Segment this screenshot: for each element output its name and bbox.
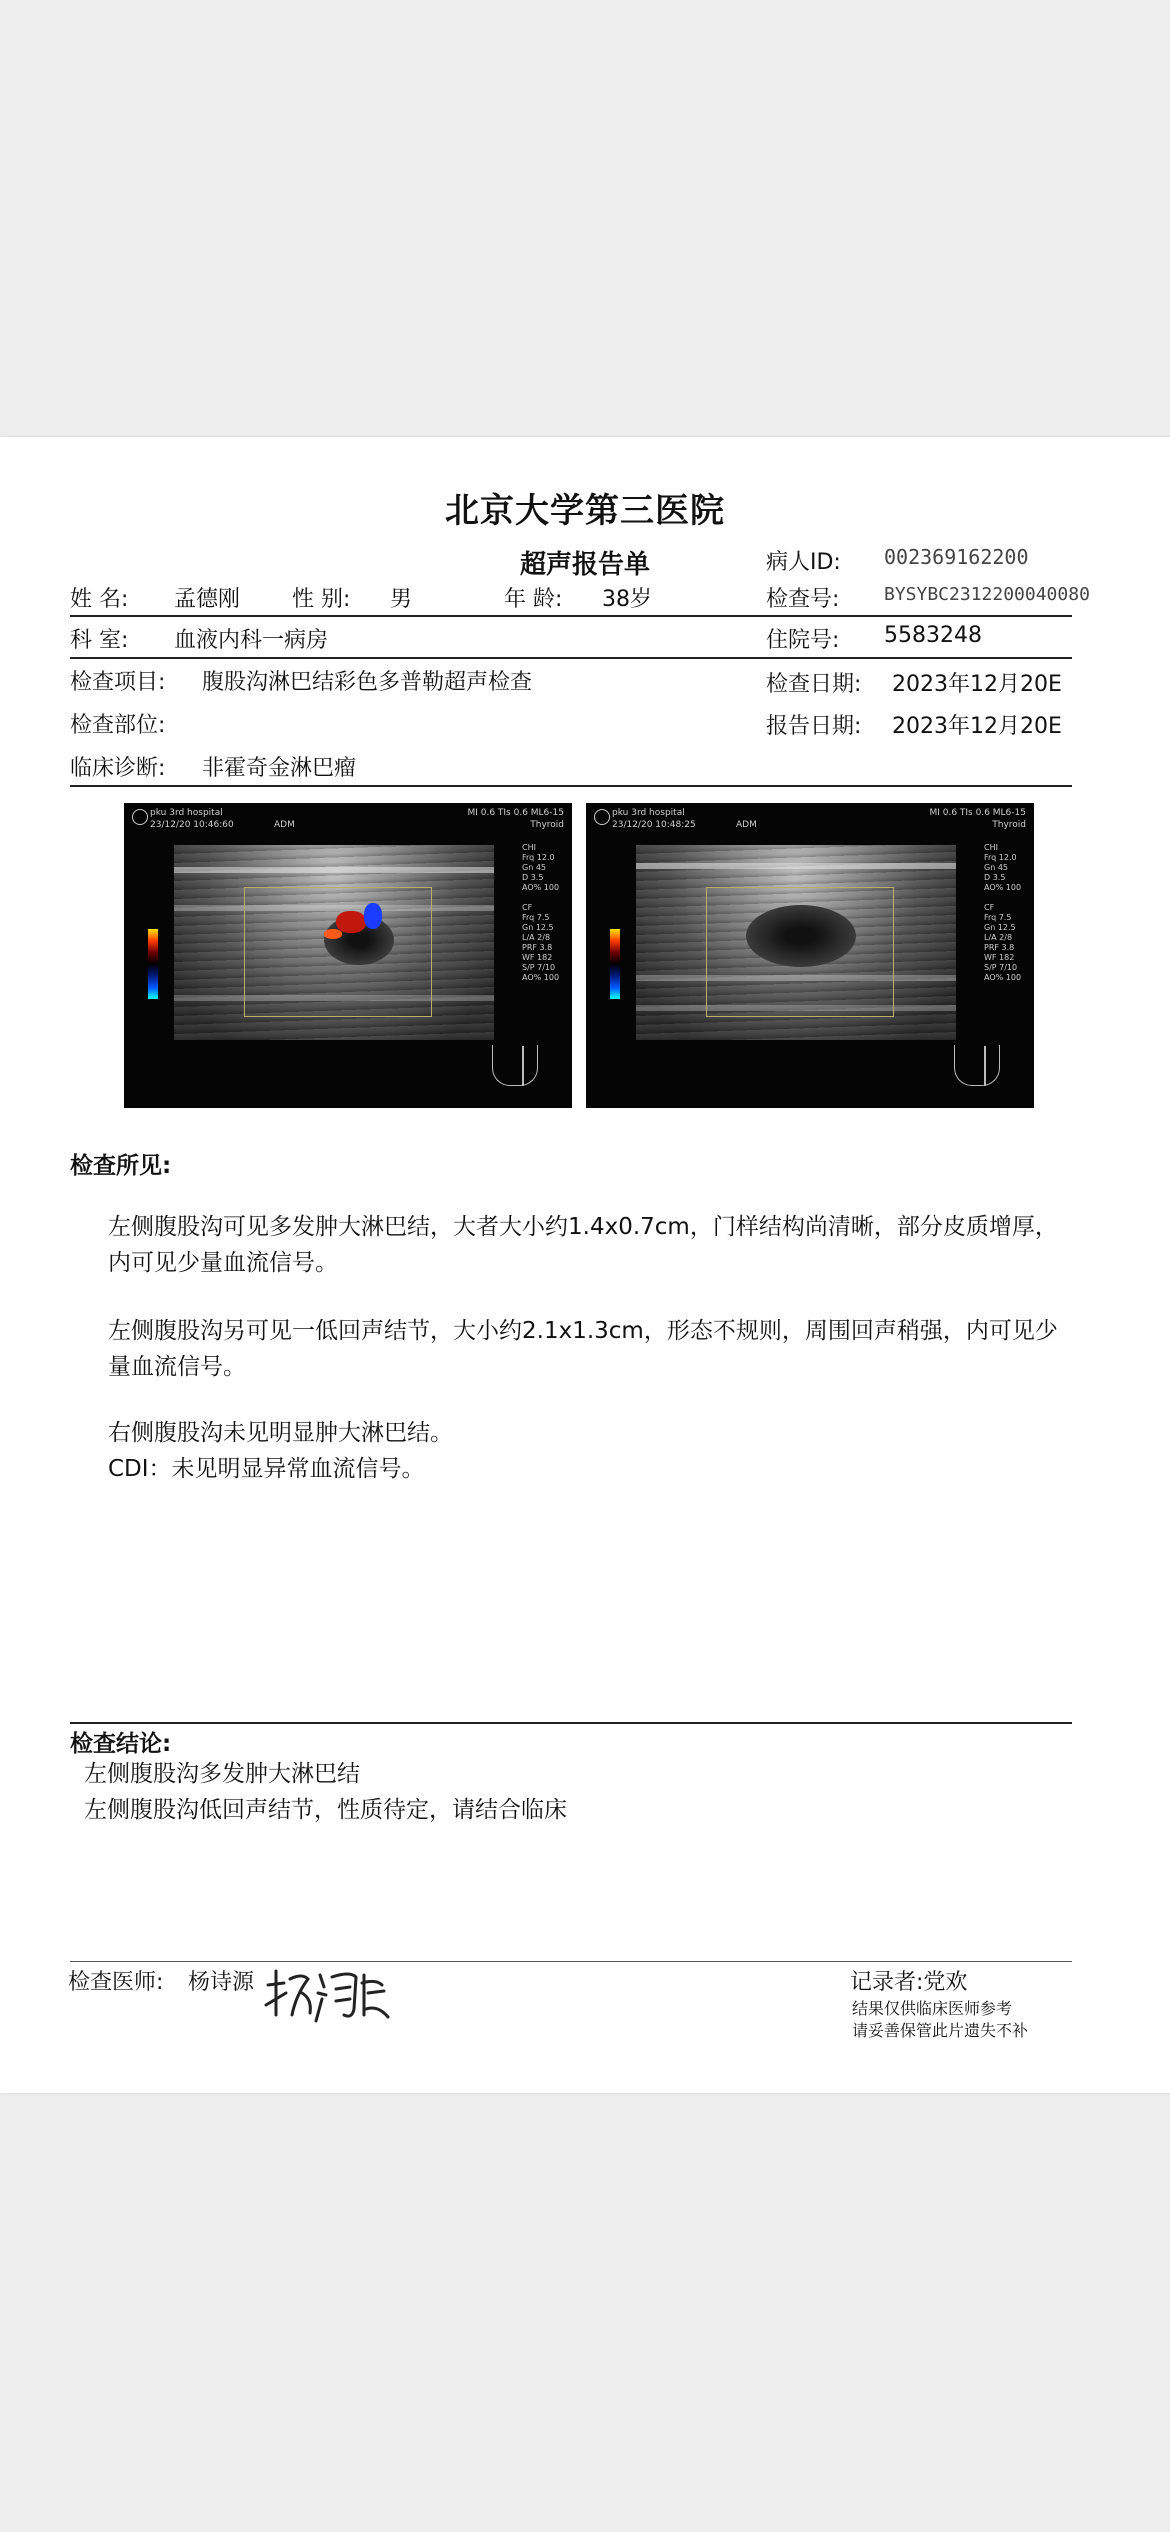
color-scale-bar [610,929,620,999]
divider [70,785,1072,787]
doctor-name: 杨诗源 [188,1970,255,1995]
image-side-params: CHI Frq 12.0 Gn 45 D 3.5 AO% 100 CF Frq 7.5 Gn 12.5 L/A 2/8 PRF 3.8 WF 182 S/P 7/10 AO% 100 [522,843,560,982]
doppler-flow [336,911,366,933]
sex-value: 男 [390,587,413,612]
exam-item-label: 检查项目: [70,670,166,695]
findings-paragraph: 左侧腹股沟另可见一低回声结节，大小约2.1x1.3cm，形态不规则，周围回声稍强，内可见少量血流信号。 [108,1318,1058,1380]
report-page [0,437,1170,2093]
exam-no-value: BYSYBC2312200040080 [884,584,1090,605]
diagnosis-label: 临床诊断: [70,756,166,781]
image-operator: ADM [736,820,757,830]
exam-date-label: 检查日期: [766,672,862,697]
age-label: 年 龄: [504,587,563,612]
dept-value: 血液内科一病房 [174,628,329,653]
patient-id-value: 002369162200 [884,545,1029,569]
image-datetime: 23/12/20 10:48:25 [612,820,696,830]
findings-heading: 检查所见: [70,1153,172,1179]
divider [70,615,1072,617]
image-preset: Thyroid [530,820,564,830]
image-params: MI 0.6 TIs 0.6 ML6-15 [929,808,1026,818]
inpatient-label: 住院号: [766,628,840,653]
dept-label: 科 室: [70,628,129,653]
findings-paragraph: 左侧腹股沟可见多发肿大淋巴结，大者大小约1.4x0.7cm，门样结构尚清晰，部分皮质增厚，内可见少量血流信号。 [108,1214,1058,1276]
age-value: 38岁 [602,587,652,612]
divider [70,657,1072,659]
signature-image [262,1965,392,2027]
exam-site-label: 检查部位: [70,713,166,738]
conclusion-line: 左侧腹股沟低回声结节，性质待定，请结合临床 [84,1797,567,1823]
image-side-params: CHI Frq 12.0 Gn 45 D 3.5 AO% 100 CF Frq 7.5 Gn 12.5 L/A 2/8 PRF 3.8 WF 182 S/P 7/10 AO% 100 [984,843,1022,982]
footer-note: 请妥善保管此片遗失不补 [852,2021,1029,2040]
inpatient-value: 5583248 [884,623,982,648]
hospital-name: 北京大学第三医院 [445,491,725,531]
doppler-flow [364,903,382,929]
exam-no-label: 检查号: [766,587,840,612]
image-operator: ADM [274,820,295,830]
exam-date-value: 2023年12月20E [892,672,1062,697]
sex-label: 性 别: [292,587,351,612]
image-hospital: pku 3rd hospital [612,808,685,818]
ge-logo-icon [132,809,148,825]
color-scale-bar [148,929,158,999]
footer-note: 结果仅供临床医师参考 [852,1999,1013,2018]
diagnosis-value: 非霍奇金淋巴瘤 [202,756,357,781]
roi-box [244,887,432,1017]
roi-box [706,887,894,1017]
report-date-label: 报告日期: [766,714,862,739]
report-date-value: 2023年12月20E [892,714,1062,739]
name-label: 姓 名: [70,587,129,612]
image-datetime: 23/12/20 10:46:60 [150,820,234,830]
doctor-label: 检查医师: [68,1970,164,1995]
conclusion-heading: 检查结论: [70,1731,172,1757]
name-value: 孟德刚 [174,587,241,612]
image-params: MI 0.6 TIs 0.6 ML6-15 [467,808,564,818]
image-hospital: pku 3rd hospital [150,808,223,818]
divider [70,1961,1072,1962]
probe-marker-icon [954,1045,1000,1086]
ge-logo-icon [594,809,610,825]
report-title: 超声报告单 [519,550,650,580]
patient-id-label: 病人ID: [766,550,841,575]
findings-paragraph: 右侧腹股沟未见明显肿大淋巴结。 [108,1420,453,1446]
exam-item-value: 腹股沟淋巴结彩色多普勒超声检查 [202,670,533,695]
doppler-flow [324,929,342,939]
recorder: 记录者:党欢 [850,1970,968,1995]
conclusion-line: 左侧腹股沟多发肿大淋巴结 [84,1761,360,1787]
image-preset: Thyroid [992,820,1026,830]
divider [70,1722,1072,1724]
ultrasound-image-2 [586,803,1034,1108]
findings-paragraph: CDI：未见明显异常血流信号。 [108,1456,425,1482]
probe-marker-icon [492,1045,538,1086]
ultrasound-image-1 [124,803,572,1108]
